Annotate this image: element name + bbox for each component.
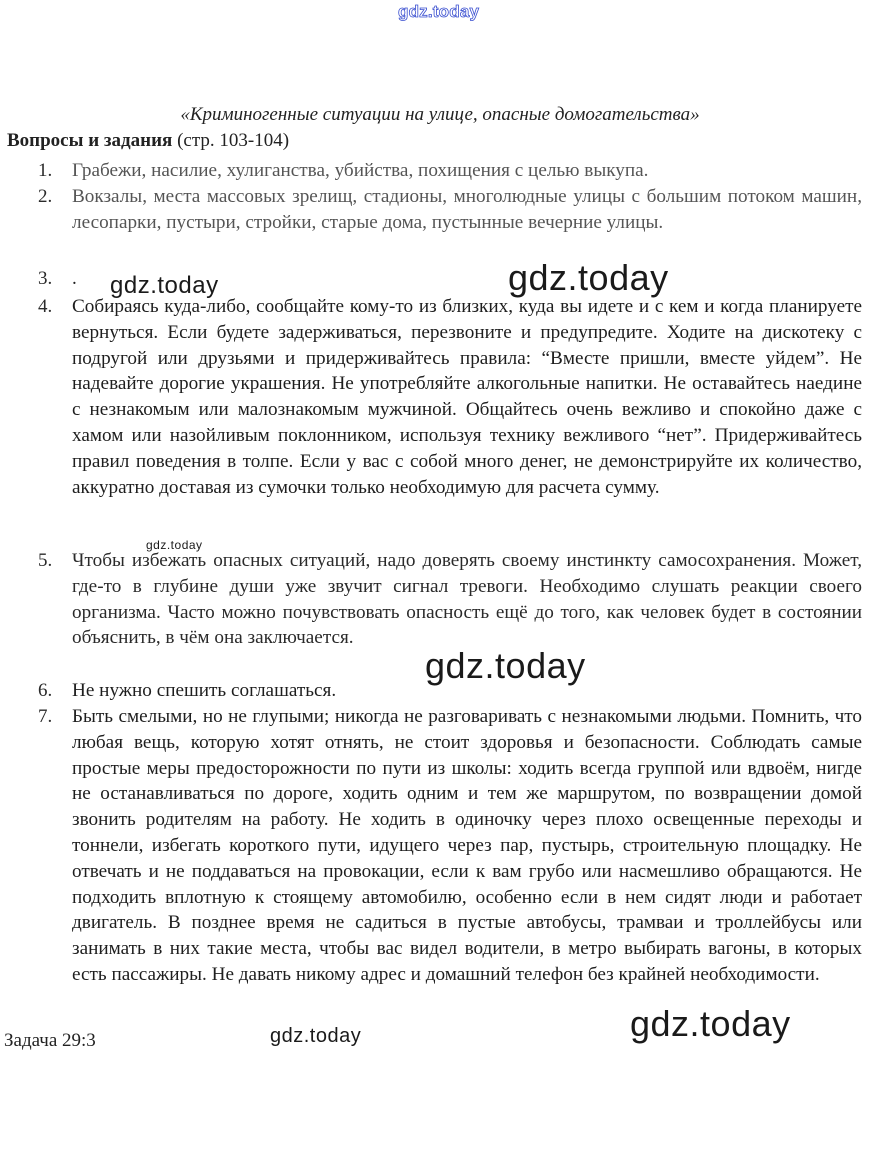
section-heading-label: Вопросы и задания [7, 130, 173, 151]
answer-number: 1. [38, 160, 53, 181]
document-title: «Криминогенные ситуации на улице, опасные домогательства» [180, 104, 700, 125]
top-watermark: gdz.today [398, 2, 480, 21]
answer-text: Не нужно спешить соглашаться. [72, 680, 337, 701]
answer-text: Собираясь куда-либо, сообщайте кому-то из близких, куда вы идете и с кем и когда планируете вернуться. Если будете задерживаться, перезвоните и предупредите. Ходите на дискотеку с подругой или друзьями и придерживайтесь правила: “Вместе пришли, вместе уйдем”. Не надевайте дорогие украшения. Не употребляйте алкогольные напитки. Не оставайтесь наедине с незнакомым или малознакомым мужчиной. Общайтесь очень вежливо и спокойно даже с хамом или назойливым поклонником, используя технику вежливого “нет”. Придерживайтесь правил поведения в толпе. Если у вас с собой много денег, не демонстрируйте их количество, аккуратно доставая из сумочки только необходимую для расчета сумму. [72, 296, 862, 498]
answer-text: Быть смелыми, но не глупыми; никогда не разговаривать с незнакомыми людьми. Помнить, что любая вещь, которую хотят отнять, не стоит здоровья и безопасности. Соблюдать самые простые меры предосторожности по пути из школы: ходить всегда группой или вдвоём, нигде не останавливаться по дороге, ходить одним и тем же маршрутом, по возвращении домой звонить родителям на работу. Не ходить в одиночку через плохо освещенные переходы и тоннели, избегать короткого пути, идущего через пар, пустырь, строительную площадку. Не отвечать и не поддаваться на провокации, если к вам грубо или насмешливо обращаются. Не подходить вплотную к стоящему автомобилю, особенно если в нем сидят люди и работает двигатель. В позднее время не садиться в пустые автобусы, трамваи и троллейбусы или занимать в них такие места, чтобы вас видел водители, в метро выбирать вагоны, в которых есть пассажиры. Не давать никому адрес и домашний телефон без крайней необходимости. [72, 706, 862, 985]
watermark: gdz.today [508, 257, 669, 298]
answer-number: 7. [38, 706, 53, 727]
answer-number: 2. [38, 186, 53, 207]
answer-number: 4. [38, 296, 53, 317]
watermark: gdz.today [425, 645, 586, 686]
watermark: gdz.today [146, 538, 203, 552]
watermark: gdz.today [270, 1025, 362, 1047]
answer-number: 6. [38, 680, 53, 701]
watermark: gdz.today [110, 272, 219, 299]
answer-text: Грабежи, насилие, хулиганства, убийства, похищения с целью выкупа. [72, 160, 649, 181]
watermark: gdz.today [630, 1003, 791, 1044]
answer-text: Чтобы избежать опасных ситуаций, надо доверять своему инстинкту самосохранения. Может, где-то в глубине души уже звучит сигнал тревоги. Необходимо слушать реакции своего организма. Часто можно почувствовать опасность ещё до того, как человек будет в состоянии объяснить, в чём она заключается. [72, 550, 862, 649]
answer-number: 5. [38, 550, 53, 571]
answer-text: Вокзалы, места массовых зрелищ, стадионы, многолюдные улицы с большим потоком машин, лесопарки, пустыри, стройки, старые дома, пустынные вечерние улицы. [72, 186, 862, 233]
task-label: Задача 29:3 [4, 1030, 96, 1051]
section-heading-pages: (стр. 103-104) [172, 130, 290, 151]
answer-text: . [72, 268, 77, 289]
answer-number: 3. [38, 268, 53, 289]
